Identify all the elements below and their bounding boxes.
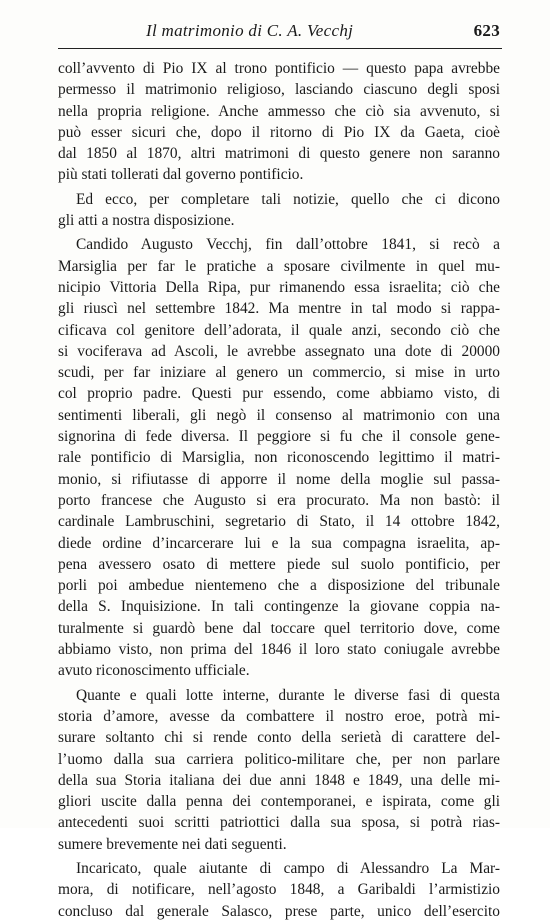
- text-line: mora, di notificare, nell’agosto 1848, a Garibaldi l’armistizio: [58, 881, 500, 899]
- body-text: [58, 58, 500, 922]
- text-line: più stati tollerati dal governo pontificio.: [58, 166, 304, 184]
- text-line: cardinale Lambruschini, segretario di Stato, il 14 ottobre 1842,: [58, 513, 500, 531]
- running-head: [56, 21, 500, 47]
- text-line: diede ordine d’incarcerare lui e la sua compagna israelita, ap-: [58, 534, 500, 552]
- text-line: l’uomo dalla sua carriera politico-militare che, per non parlare: [58, 750, 500, 768]
- text-line: monio, si rifiutasse di apporre il nome della moglie sul passa-: [58, 470, 500, 488]
- text-line: pena avessero osato di mettere piede sul suolo pontificio, per: [58, 555, 500, 573]
- text-line: antecedenti suoi scritti patriottici dalla sua sposa, si potrà rias-: [58, 814, 500, 832]
- text-line: Incaricato, quale aiutante di campo di Alessandro La Mar-: [76, 859, 500, 877]
- running-title: Il matrimonio di C. A. Vecchj: [146, 21, 354, 40]
- text-line: gliori uscite dalla penna dei contemporanei, e ispirata, come gli: [58, 793, 500, 811]
- text-line: porli poi ambedue nientemeno che a disposizione del tribunale: [58, 577, 500, 595]
- header-rule: [58, 48, 502, 49]
- text-line: Quante e quali lotte interne, durante le diverse fasi di questa: [76, 686, 500, 704]
- text-line: porto francese che Augusto si era procurato. Ma non bastò: il: [58, 491, 500, 509]
- text-line: sentimenti liberali, gli negò il consenso al matrimonio con una: [58, 406, 500, 424]
- text-line: surare soltanto chi si rende conto della serietà di carattere del-: [58, 729, 500, 747]
- text-line: Marsiglia per far le pratiche a sposare civilmente in quel mu-: [58, 257, 500, 275]
- text-line: Candido Augusto Vecchj, fin dall’ottobre 1841, si recò a: [76, 236, 500, 254]
- text-line: rale pontificio di Marsiglia, non riconoscendo legittimo il matri-: [58, 449, 500, 467]
- text-line: concluso dal generale Salasco, prese parte, unico dell’esercito: [58, 902, 500, 920]
- text-line: sumere brevemente nei dati seguenti.: [58, 835, 287, 853]
- text-line: abbiamo visto, non prima del 1846 il loro stato coniugale avrebbe: [58, 641, 500, 659]
- text-line: permesso il matrimonio religioso, lasciando ciascuno degli sposi: [58, 81, 500, 99]
- text-line: avuto riconoscimento ufficiale.: [58, 662, 250, 680]
- paragraph: [58, 58, 500, 186]
- text-line: gli riuscì nel settembre 1842. Ma mentre in tal modo si rappa-: [58, 300, 500, 318]
- text-line: nella propria religione. Anche ammesso che ciò sia avvenuto, si: [58, 102, 500, 120]
- text-line: Ed ecco, per completare tali notizie, quello che ci dicono: [76, 190, 500, 208]
- text-line: scudi, per far iniziare al genero un commercio, si mise in urto: [58, 364, 500, 382]
- text-line: coll’avvento di Pio IX al trono pontificio — questo papa avrebbe: [58, 60, 500, 77]
- text-line: può esser sicuri che, dopo il ritorno di Pio IX da Gaeta, cioè: [58, 123, 500, 141]
- text-line: col proprio padre. Questi pur essendo, come abbiamo visto, di: [58, 385, 500, 403]
- text-line: dal 1850 al 1870, altri matrimoni di questo genere non saranno: [58, 145, 500, 163]
- text-line: della sua Storia italiana dei due anni 1848 e 1849, una delle mi-: [58, 771, 500, 789]
- paragraph: [58, 189, 500, 232]
- text-line: gli atti a nostra disposizione.: [58, 212, 235, 230]
- text-line: si vociferava ad Ascoli, le avrebbe assegnato una dote di 20000: [58, 342, 500, 360]
- text-line: della S. Inquisizione. In tali contingenze la giovane coppia na-: [58, 598, 500, 616]
- text-line: signorina di fede diversa. Il peggiore si fu che il console gene-: [58, 428, 500, 446]
- paragraph: [58, 234, 500, 681]
- paragraph: [58, 858, 500, 922]
- text-line: turalmente si guardò bene dal toccare quel territorio dove, come: [58, 619, 500, 637]
- page-number: 623: [473, 21, 500, 40]
- text-line: storia d’amore, avesse da combattere il nostro eroe, potrà mi-: [58, 707, 500, 725]
- text-line: nicipio Vittoria Della Ripa, pur rimanendo essa israelita; ciò che: [58, 278, 500, 296]
- text-line: cificava col genitore dell’adorata, il quale anzi, secondo ciò che: [58, 321, 500, 339]
- paragraph: [58, 685, 500, 855]
